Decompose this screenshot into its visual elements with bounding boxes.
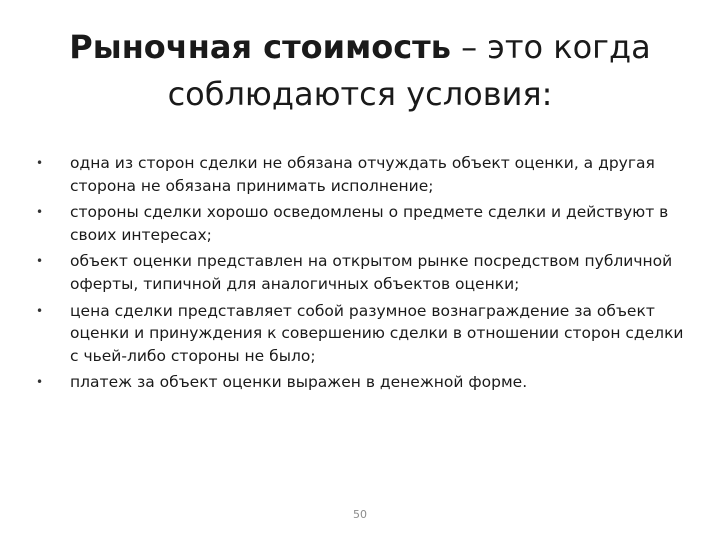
bullet-dot-icon: • [36,156,44,170]
bullet-list [34,152,694,398]
list-item [34,300,694,368]
list-item [34,371,694,394]
list-item-text: объект оценки представлен на открытом рынке посредством публичной оферты, типичной для аналогичных объектов оценки; [70,252,673,293]
list-item-text: одна из сторон сделки не обязана отчуждать объект оценки, а другая сторона не обязана принимать исполнение; [70,154,655,195]
title-continuation: – это когда [450,28,651,66]
title-second-line: соблюдаются условия: [167,75,553,113]
list-item-text: стороны сделки хорошо осведомлены о предмете сделки и действуют в своих интересах; [70,203,669,244]
title-emphasis: Рыночная стоимость [69,28,451,66]
slide-title [60,24,660,118]
bullet-dot-icon: • [36,303,44,318]
list-item [34,152,694,197]
page-number: 50 [353,508,367,521]
bullet-dot-icon: • [36,205,44,220]
bullet-dot-icon: • [36,375,44,390]
list-item-text: цена сделки представляет собой разумное вознаграждение за объект оценки и принуждения к совершению сделки в отношении сторон сделки с чьей-либо стороны не было; [70,301,684,365]
list-item [34,250,694,295]
bullet-dot-icon: • [36,254,44,269]
list-item [34,201,694,246]
list-item-text: платеж за объект оценки выражен в денежной форме. [70,373,528,392]
